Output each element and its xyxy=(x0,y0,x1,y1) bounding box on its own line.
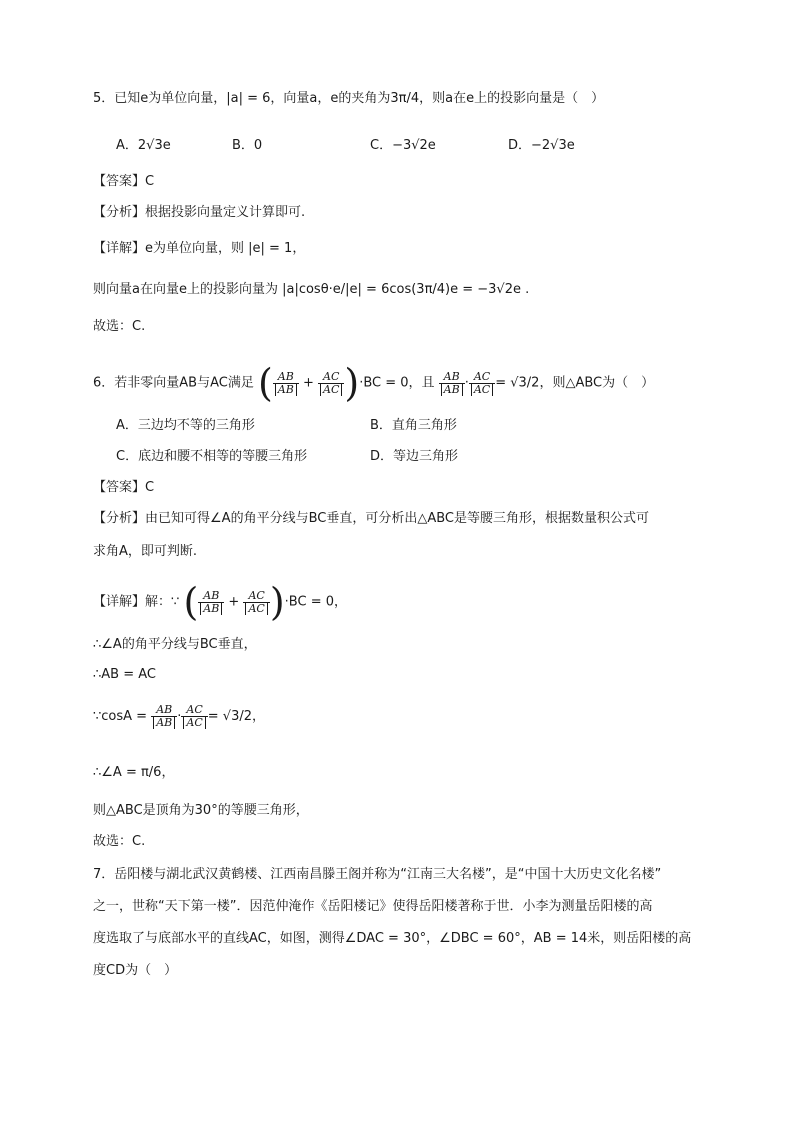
q6-dot-ab: $\frac{AB}{AB}$ xyxy=(439,371,465,396)
q6-analysis-text1: 由已知可得∠A的角平分线与BC垂直，可分析出△ABC是等腰三角形，根据数量积公式可 xyxy=(145,511,649,526)
q5-detail-label: 【详解】 xyxy=(93,241,146,256)
q6-cos-ac: $\frac{AC}{AC}$ xyxy=(181,704,207,729)
q6-option-a: A．三边均不等的三角形 xyxy=(116,418,255,433)
q5-option-d: D．−2√3e xyxy=(508,138,575,153)
q7-line1: 7．岳阳楼与湖北武汉黄鹤楼、江西南昌滕王阁并称为“江南三大名楼”，是“中国十大历史文化名楼” xyxy=(93,867,662,882)
q6-option-c: C．底边和腰不相等的等腰三角形 xyxy=(116,449,308,464)
q6-stem-pre: 6．若非零向量AB与AC满足 xyxy=(93,375,254,391)
q5-option-c: C．−3√2e xyxy=(370,138,436,153)
q6-detail-row: 【详解】解：∵ ( $\frac{AB}{AB}$ + $\frac{AC}{AC}$ )·BC = 0， xyxy=(93,580,347,624)
q5-option-a: A．2√3e xyxy=(116,138,171,153)
q6-cos-post: = √3/2， xyxy=(207,709,265,724)
q6-cos-pre: ∵cosA = xyxy=(93,709,148,724)
q6-stem-post: = √3/2，则△ABC为（ ） xyxy=(495,375,655,391)
q6-line-perp: ∴∠A的角平分线与BC垂直， xyxy=(93,637,257,652)
q5-analysis-label: 【分析】 xyxy=(93,205,146,220)
q6-analysis-text2: 求角A，即可判断. xyxy=(93,544,198,559)
q6-dot-ac: $\frac{AC}{AC}$ xyxy=(469,371,495,396)
q6-answer: 【答案】C xyxy=(93,480,155,495)
q6-stem: 6．若非零向量AB与AC满足 ( $\frac{AB}{AB}$ + $\frac{AC}{AC}$ )·BC = 0，且 $\frac{AB}{AB}$ · $\frac{AC}{AC}$ = √3/2，则△ABC为（ ） xyxy=(93,361,655,405)
q5-option-b: B．0 xyxy=(232,138,263,153)
q5-detail-text2: 则向量a在向量e上的投影向量为 |a|cosθ·e/|e| = 6cos(3π/4)e = −3√2e . xyxy=(93,282,530,297)
q6-analysis-row xyxy=(93,510,649,528)
q5-analysis-text: 根据投影向量定义计算即可. xyxy=(145,205,306,220)
q6-option-d: D．等边三角形 xyxy=(370,449,459,464)
q6-detail-label: 【详解】 xyxy=(93,594,146,610)
q6-unit-vector-ac: $\frac{AC}{AC}$ xyxy=(318,371,344,396)
q6-option-b: B．直角三角形 xyxy=(370,418,457,433)
q7-line2: 之一，世称“天下第一楼”．因范仲淹作《岳阳楼记》使得岳阳楼著称于世．小李为测量岳阳楼的高 xyxy=(93,899,653,914)
q6-detail-ab: $\frac{AB}{AB}$ xyxy=(198,590,224,615)
q5-stem: 5．已知e为单位向量，|a| = 6，向量a，e的夹角为3π/4，则a在e上的投影向量是（ ） xyxy=(93,91,605,106)
q5-choose: 故选：C. xyxy=(93,319,146,334)
q6-detail-intro: 解：∵ xyxy=(145,594,180,610)
q6-cos-row: ∵cosA = $\frac{AB}{AB}$ · $\frac{AC}{AC}$ = √3/2， xyxy=(93,703,265,729)
q6-choose: 故选：C. xyxy=(93,834,146,849)
q6-detail-eq: ·BC = 0， xyxy=(284,594,347,610)
q7-line3: 度选取了与底部水平的直线AC，如图，测得∠DAC = 30°，∠DBC = 60°，AB = 14米，则岳阳楼的高 xyxy=(93,931,692,946)
q6-angle: ∴∠A = π/6， xyxy=(93,765,175,780)
q6-detail-ac: $\frac{AC}{AC}$ xyxy=(243,590,269,615)
q6-analysis-label: 【分析】 xyxy=(93,511,146,526)
q5-answer: 【答案】C xyxy=(93,174,155,189)
q6-conclusion: 则△ABC是顶角为30°的等腰三角形， xyxy=(93,803,309,818)
q6-stem-mid: ·BC = 0，且 xyxy=(359,375,435,391)
q6-line-eq: ∴AB = AC xyxy=(93,667,156,682)
q7-line4: 度CD为（ ） xyxy=(93,963,178,978)
q5-detail-row xyxy=(93,240,305,258)
q5-detail-text1: e为单位向量，则 |e| = 1， xyxy=(145,241,306,256)
q6-unit-vector-ab: $\frac{AB}{AB}$ xyxy=(273,371,299,396)
q6-cos-ab: $\frac{AB}{AB}$ xyxy=(151,704,177,729)
q5-analysis-row xyxy=(93,204,305,222)
